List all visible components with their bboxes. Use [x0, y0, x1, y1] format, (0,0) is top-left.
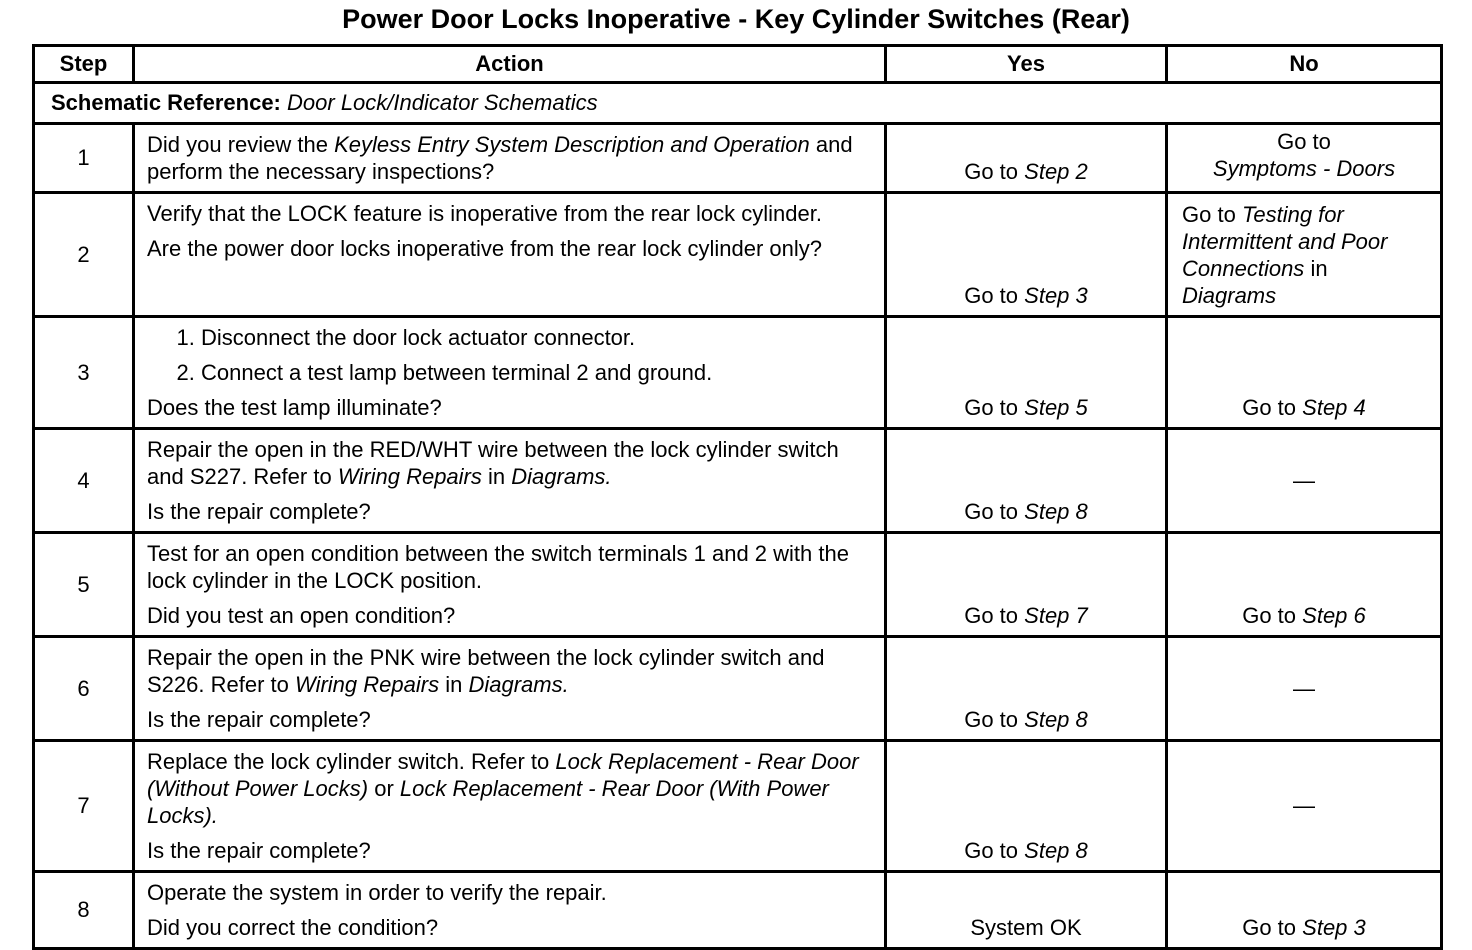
action-question: Are the power door locks inoperative from the rear lock cylinder only?	[147, 236, 822, 261]
dash: —	[1293, 793, 1315, 818]
table-row	[34, 741, 1442, 872]
diagnostic-table	[32, 44, 1443, 950]
no-cell: Go to Step 3	[1167, 872, 1442, 949]
yes-cell: System OK	[886, 872, 1167, 949]
action-cell	[134, 533, 886, 637]
header-no: No	[1167, 46, 1442, 83]
action-cell	[134, 741, 886, 872]
dash: —	[1293, 675, 1315, 701]
table-row	[34, 429, 1442, 533]
action-question: Does the test lamp illuminate?	[147, 395, 442, 420]
step-number: 7	[34, 741, 134, 872]
step-number: 6	[34, 637, 134, 741]
action-text: Did you review the Keyless Entry System Description and Operation and perform the necessary inspections?	[147, 132, 853, 184]
action-cell	[134, 317, 886, 429]
action-text: Operate the system in order to verify the repair.	[147, 880, 607, 905]
action-question: Did you correct the condition?	[147, 915, 439, 940]
table-row	[34, 124, 1442, 193]
action-question: Is the repair complete?	[147, 707, 371, 732]
table-row	[34, 317, 1442, 429]
dash: —	[1293, 467, 1315, 493]
no-cell: Go to Testing for Intermittent and Poor Connections in Diagrams	[1167, 193, 1442, 317]
table-row	[34, 193, 1442, 317]
action-steps	[171, 324, 872, 386]
yes-cell: Go to Step 2	[886, 124, 1167, 193]
action-question: Did you test an open condition?	[147, 603, 456, 628]
header-yes: Yes	[886, 46, 1167, 83]
yes-cell: Go to Step 7	[886, 533, 1167, 637]
step-number: 8	[34, 872, 134, 949]
action-text: Repair the open in the RED/WHT wire between the lock cylinder switch and S227. Refer to Wiring Repairs in Diagrams.	[147, 437, 839, 489]
yes-cell: Go to Step 8	[886, 429, 1167, 533]
no-cell	[1167, 429, 1442, 533]
yes-cell: Go to Step 8	[886, 637, 1167, 741]
step-number: 5	[34, 533, 134, 637]
header-step: Step	[34, 46, 134, 83]
no-cell: Go to Symptoms - Doors	[1167, 124, 1442, 193]
action-question: Is the repair complete?	[147, 838, 371, 863]
action-cell	[134, 429, 886, 533]
step-number: 3	[34, 317, 134, 429]
step-number: 2	[34, 193, 134, 317]
action-text: Verify that the LOCK feature is inoperative from the rear lock cylinder.	[147, 201, 822, 226]
list-item: 2. Connect a test lamp between terminal 2 and ground.	[201, 359, 872, 386]
action-text: Repair the open in the PNK wire between the lock cylinder switch and S226. Refer to Wiring Repairs in Diagrams.	[147, 645, 825, 697]
yes-cell: Go to Step 3	[886, 193, 1167, 317]
action-question: Is the repair complete?	[147, 499, 371, 524]
step-number: 1	[34, 124, 134, 193]
page-title: Power Door Locks Inoperative - Key Cylinder Switches (Rear)	[342, 4, 1130, 34]
list-item: 1. Disconnect the door lock actuator connector.	[201, 324, 872, 351]
schematic-reference-row	[34, 83, 1442, 124]
action-cell	[134, 637, 886, 741]
action-cell	[134, 124, 886, 193]
yes-cell: Go to Step 8	[886, 741, 1167, 872]
table-row	[34, 533, 1442, 637]
schematic-label: Schematic Reference:	[51, 90, 281, 115]
header-action: Action	[134, 46, 886, 83]
yes-cell: Go to Step 5	[886, 317, 1167, 429]
table-row	[34, 872, 1442, 949]
schematic-reference	[34, 83, 1442, 124]
no-cell: Go to Step 6	[1167, 533, 1442, 637]
step-number: 4	[34, 429, 134, 533]
schematic-value: Door Lock/Indicator Schematics	[287, 90, 598, 115]
no-cell: Go to Step 4	[1167, 317, 1442, 429]
table-row	[34, 637, 1442, 741]
action-text: Test for an open condition between the switch terminals 1 and 2 with the lock cylinder in the LOCK position.	[147, 541, 849, 593]
header-row	[34, 46, 1442, 83]
no-cell	[1167, 637, 1442, 741]
action-cell	[134, 193, 886, 317]
action-cell	[134, 872, 886, 949]
action-text: Replace the lock cylinder switch. Refer to Lock Replacement - Rear Door (Without Power Locks) or Lock Replacement - Rear Door (With Power Locks).	[147, 749, 859, 828]
no-cell	[1167, 741, 1442, 872]
